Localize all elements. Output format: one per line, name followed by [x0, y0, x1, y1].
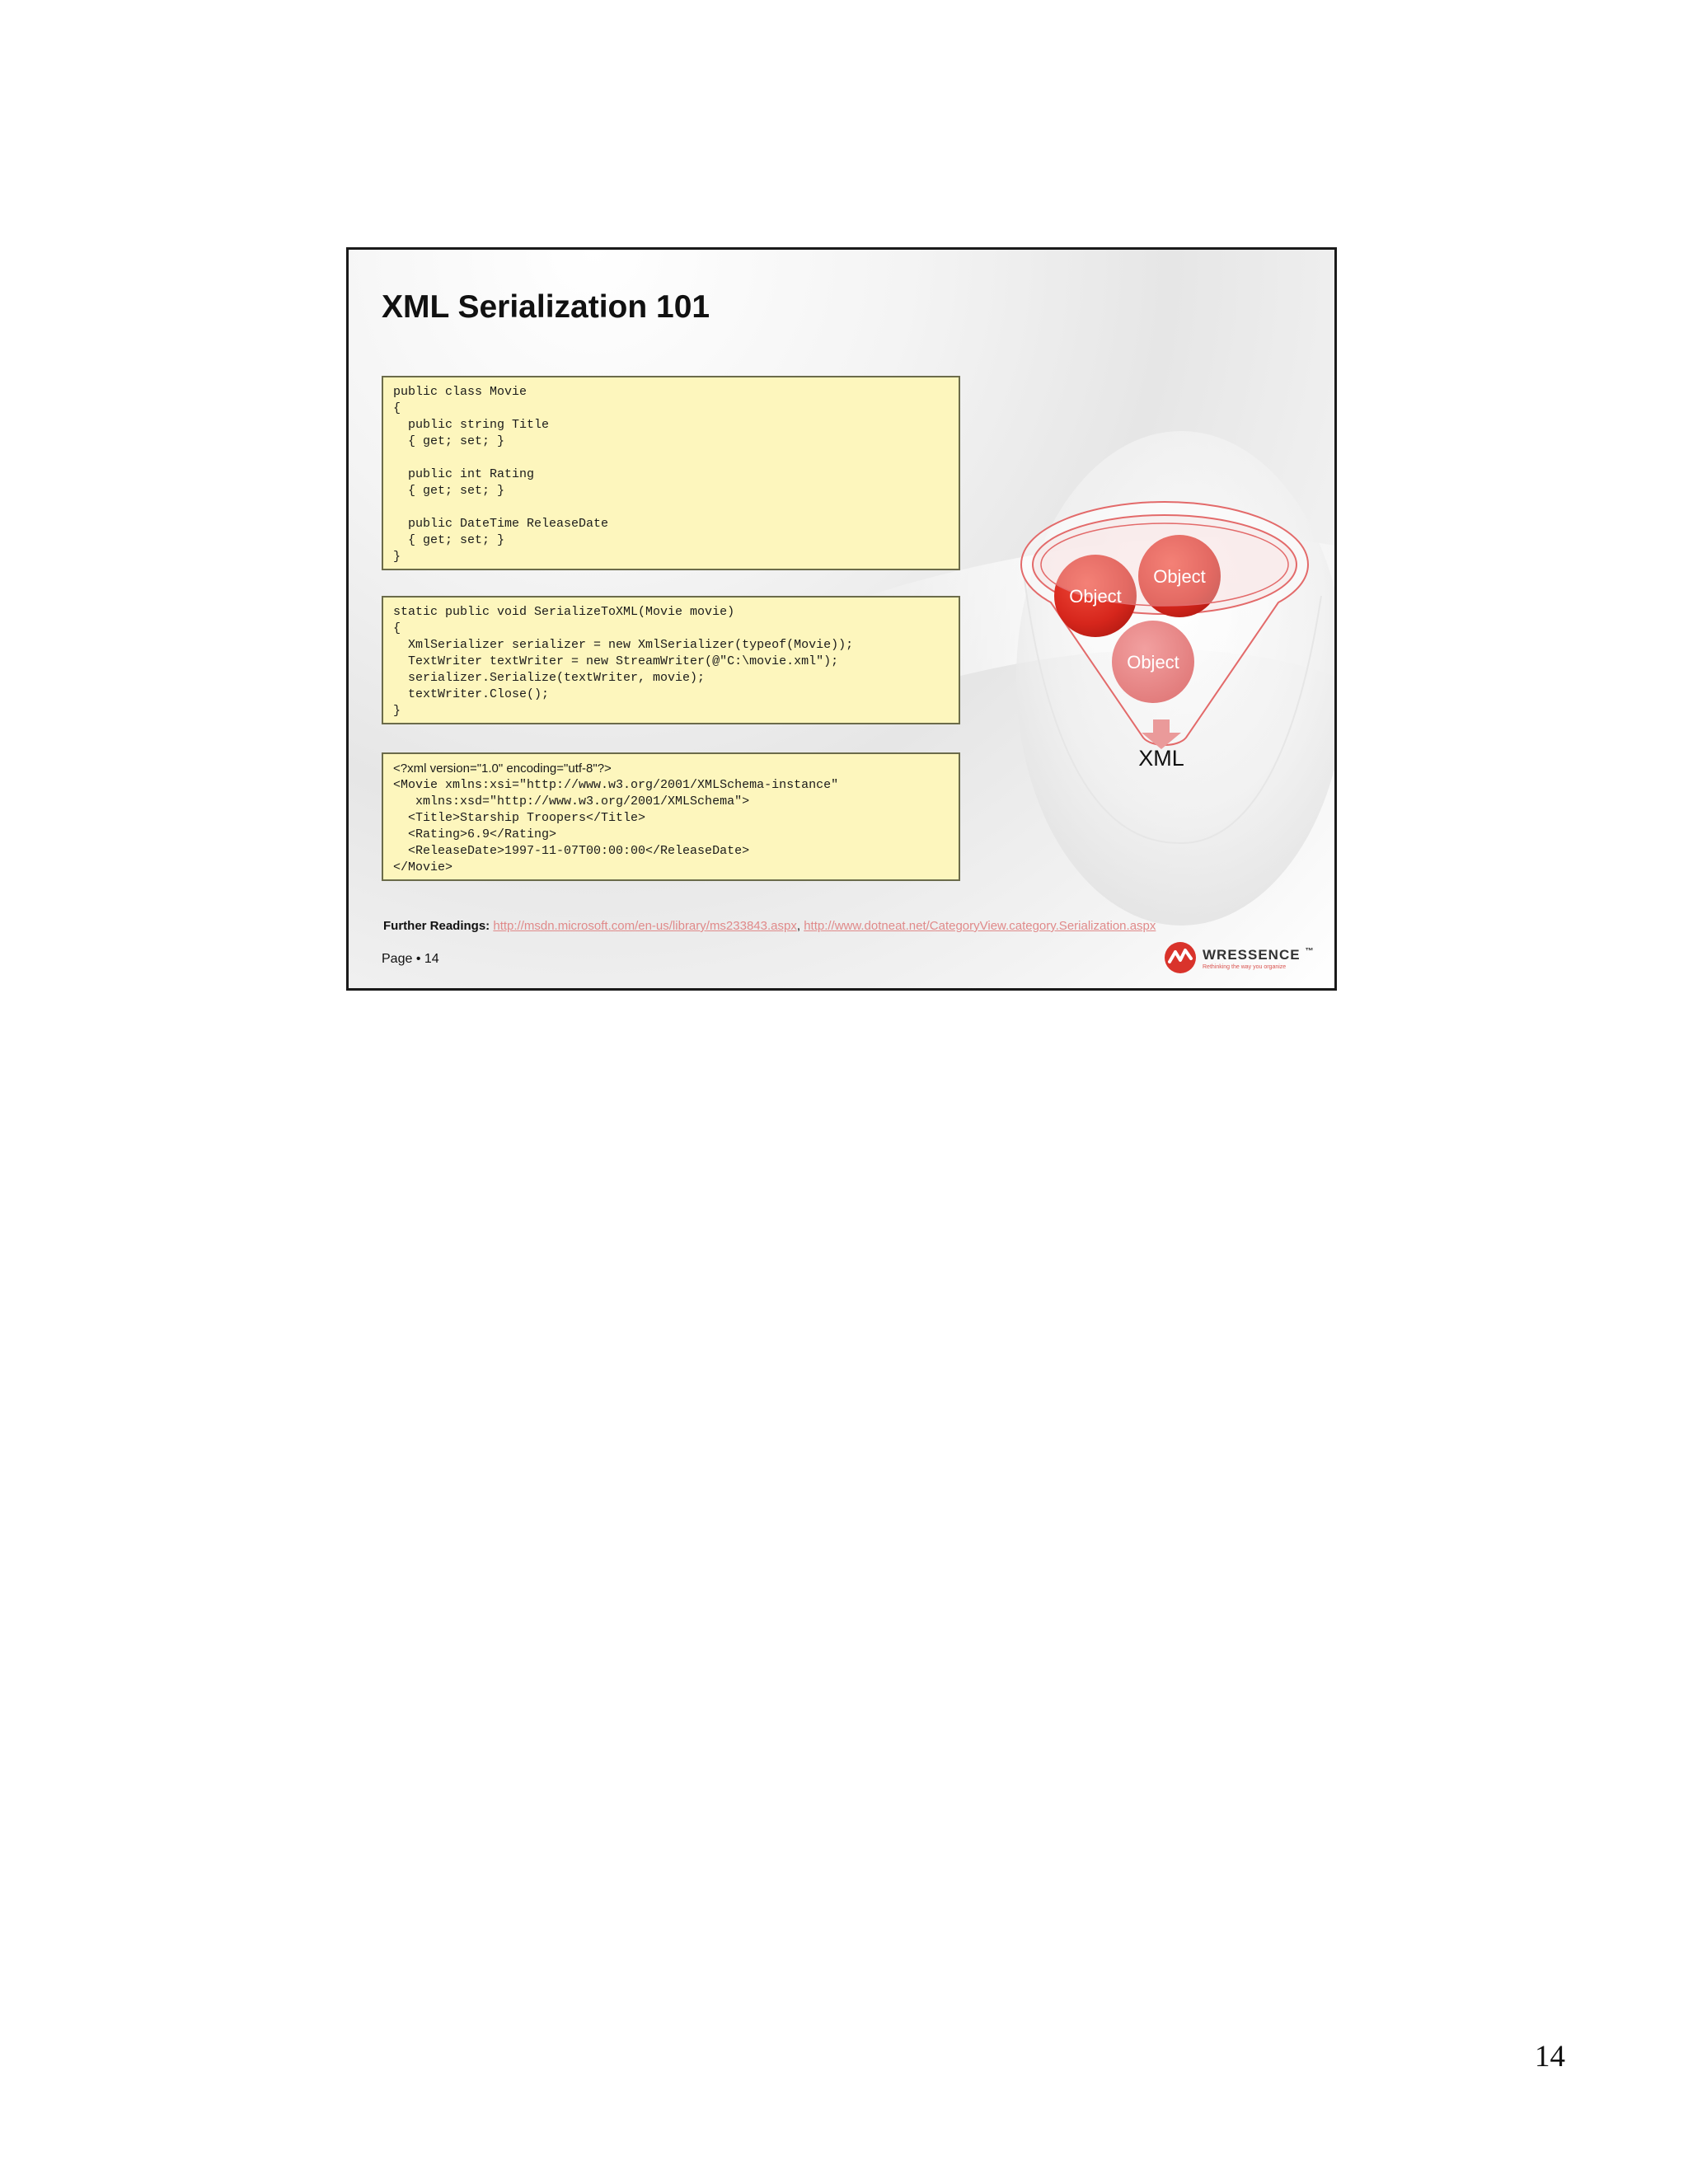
code-line: public DateTime ReleaseDate	[393, 517, 609, 531]
code-line: XmlSerializer serializer = new XmlSerializer(typeof(Movie));	[393, 638, 854, 652]
code-line: {	[393, 401, 401, 415]
wressence-logo-icon	[1163, 940, 1198, 975]
code-line	[393, 450, 949, 466]
code-line: public string Title	[393, 418, 550, 432]
code-block-serialize-method	[382, 596, 960, 724]
code-line: <Rating>6.9</Rating>	[393, 827, 557, 841]
xml-declaration: <?xml version="1.0" encoding="utf-8"?>	[393, 762, 612, 776]
logo-wordmark: WRESSENCE	[1203, 947, 1301, 963]
reading-link-dotneat[interactable]: http://www.dotneat.net/CategoryView.category.Serialization.aspx	[804, 919, 1156, 933]
code-line: { get; set; }	[393, 484, 505, 498]
code-line: { get; set; }	[393, 434, 505, 448]
logo-tagline: Rethinking the way you organize	[1203, 964, 1287, 970]
code-line: { get; set; }	[393, 533, 505, 547]
code-block-xml-output	[382, 752, 960, 881]
object-label: Object	[1127, 652, 1179, 673]
code-line: <Title>Starship Troopers</Title>	[393, 811, 646, 825]
link-separator: ,	[796, 919, 804, 933]
code-line: <Movie xmlns:xsi="http://www.w3.org/2001/XMLSchema-instance"	[393, 778, 839, 792]
slide-page-label: Page • 14	[382, 952, 439, 966]
code-line	[393, 499, 949, 516]
code-block-movie-class	[382, 376, 960, 570]
further-readings	[383, 919, 1156, 933]
code-line: </Movie>	[393, 860, 453, 874]
further-readings-label: Further Readings:	[383, 919, 490, 933]
code-line: static public void SerializeToXML(Movie movie)	[393, 605, 735, 619]
code-line: <ReleaseDate>1997-11-07T00:00:00</ReleaseDate>	[393, 844, 750, 858]
logo-name	[1203, 947, 1315, 963]
page-number: 14	[1535, 2040, 1565, 2074]
code-line: serializer.Serialize(textWriter, movie);	[393, 671, 706, 685]
reading-link-msdn[interactable]: http://msdn.microsoft.com/en-us/library/ms233843.aspx	[493, 919, 797, 933]
code-line: {	[393, 621, 401, 635]
code-line: textWriter.Close();	[393, 687, 550, 701]
code-line: public class Movie	[393, 385, 528, 399]
code-line: public int Rating	[393, 467, 535, 481]
code-line: TextWriter textWriter = new StreamWriter(@"C:\movie.xml");	[393, 654, 839, 668]
xml-output-label: XML	[1138, 746, 1184, 769]
code-line: }	[393, 704, 401, 718]
code-line: xmlns:xsd="http://www.w3.org/2001/XMLSchema">	[393, 794, 750, 808]
funnel-diagram	[1016, 472, 1313, 769]
object-label: Object	[1069, 586, 1122, 607]
object-label: Object	[1153, 566, 1206, 587]
slide	[346, 247, 1337, 991]
code-line: }	[393, 550, 401, 564]
logo-trademark: ™	[1305, 947, 1315, 957]
wressence-logo	[1163, 940, 1315, 977]
slide-title: XML Serialization 101	[382, 289, 710, 325]
